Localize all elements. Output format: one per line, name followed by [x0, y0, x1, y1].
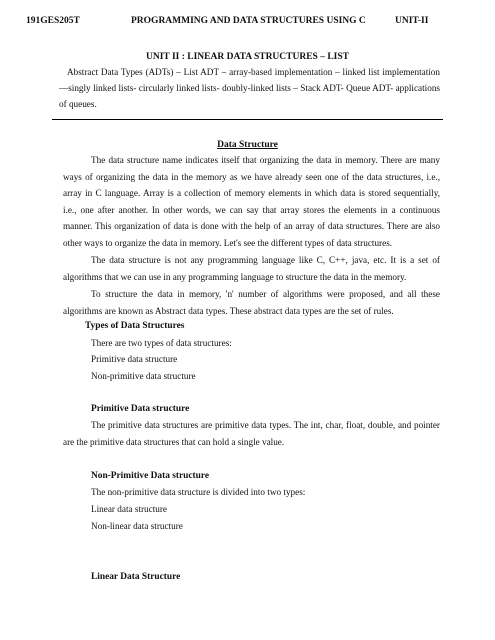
paragraph-not-language: The data structure is not any programming language like C, C++, java, etc. It is a set of algorithms that we can use in any programming language to structure the data in the memory.: [63, 255, 440, 282]
non-primitive-heading: Non-Primitive Data structure: [91, 471, 210, 481]
section-title: Data Structure: [217, 140, 278, 150]
primitive-heading: Primitive Data structure: [91, 404, 190, 414]
course-code: 191GES205T: [26, 16, 80, 26]
paragraph-non-primitive: The non-primitive data structure is divided into two types:: [91, 487, 306, 497]
paragraph-intro: The data structure name indicates itself that organizing the data in memory. There are many ways of organizing the data in the memory as we have already seen one of the data structures, i.e., array in C language. Array is a collection of memory elements in which data is stored sequentially, i.e., one after another. In other words, we can say that array stores the elements in a continuous manner. This organization of data is done with the help of an array of data structures. There are also other ways to organize the data in memory. Let's see the different types of data structures.: [63, 155, 440, 248]
types-intro-line: There are two types of data structures:: [91, 338, 232, 348]
paragraph-adt: To structure the data in memory, 'n' number of algorithms were proposed, and all these algorithms are known as Abstract data types. These abstract data types are the set of rules.: [63, 289, 440, 316]
list-item: Non-linear data structure: [91, 521, 183, 531]
list-item: Non-primitive data structure: [91, 371, 196, 381]
subject-title: PROGRAMMING AND DATA STRUCTURES USING C: [131, 16, 366, 26]
horizontal-divider: [52, 119, 443, 120]
unit-label: UNIT-II: [395, 16, 429, 26]
types-heading: Types of Data Structures: [85, 321, 185, 331]
syllabus-text: Abstract Data Types (ADTs) – List ADT – array-based implementation – linked list implementation —singly linked lists- circularly linked lists- doubly-linked lists – Stack ADT- Queue ADT- applications of queues.: [59, 67, 440, 109]
linear-heading: Linear Data Structure: [91, 572, 181, 582]
paragraph-primitive: The primitive data structures are primitive data types. The int, char, float, double, and pointer are the primitive data structures that can hold a single value.: [63, 420, 440, 447]
list-item: Linear data structure: [91, 504, 168, 514]
list-item: Primitive data structure: [91, 354, 178, 364]
unit-title: UNIT II : LINEAR DATA STRUCTURES – LIST: [146, 52, 349, 62]
